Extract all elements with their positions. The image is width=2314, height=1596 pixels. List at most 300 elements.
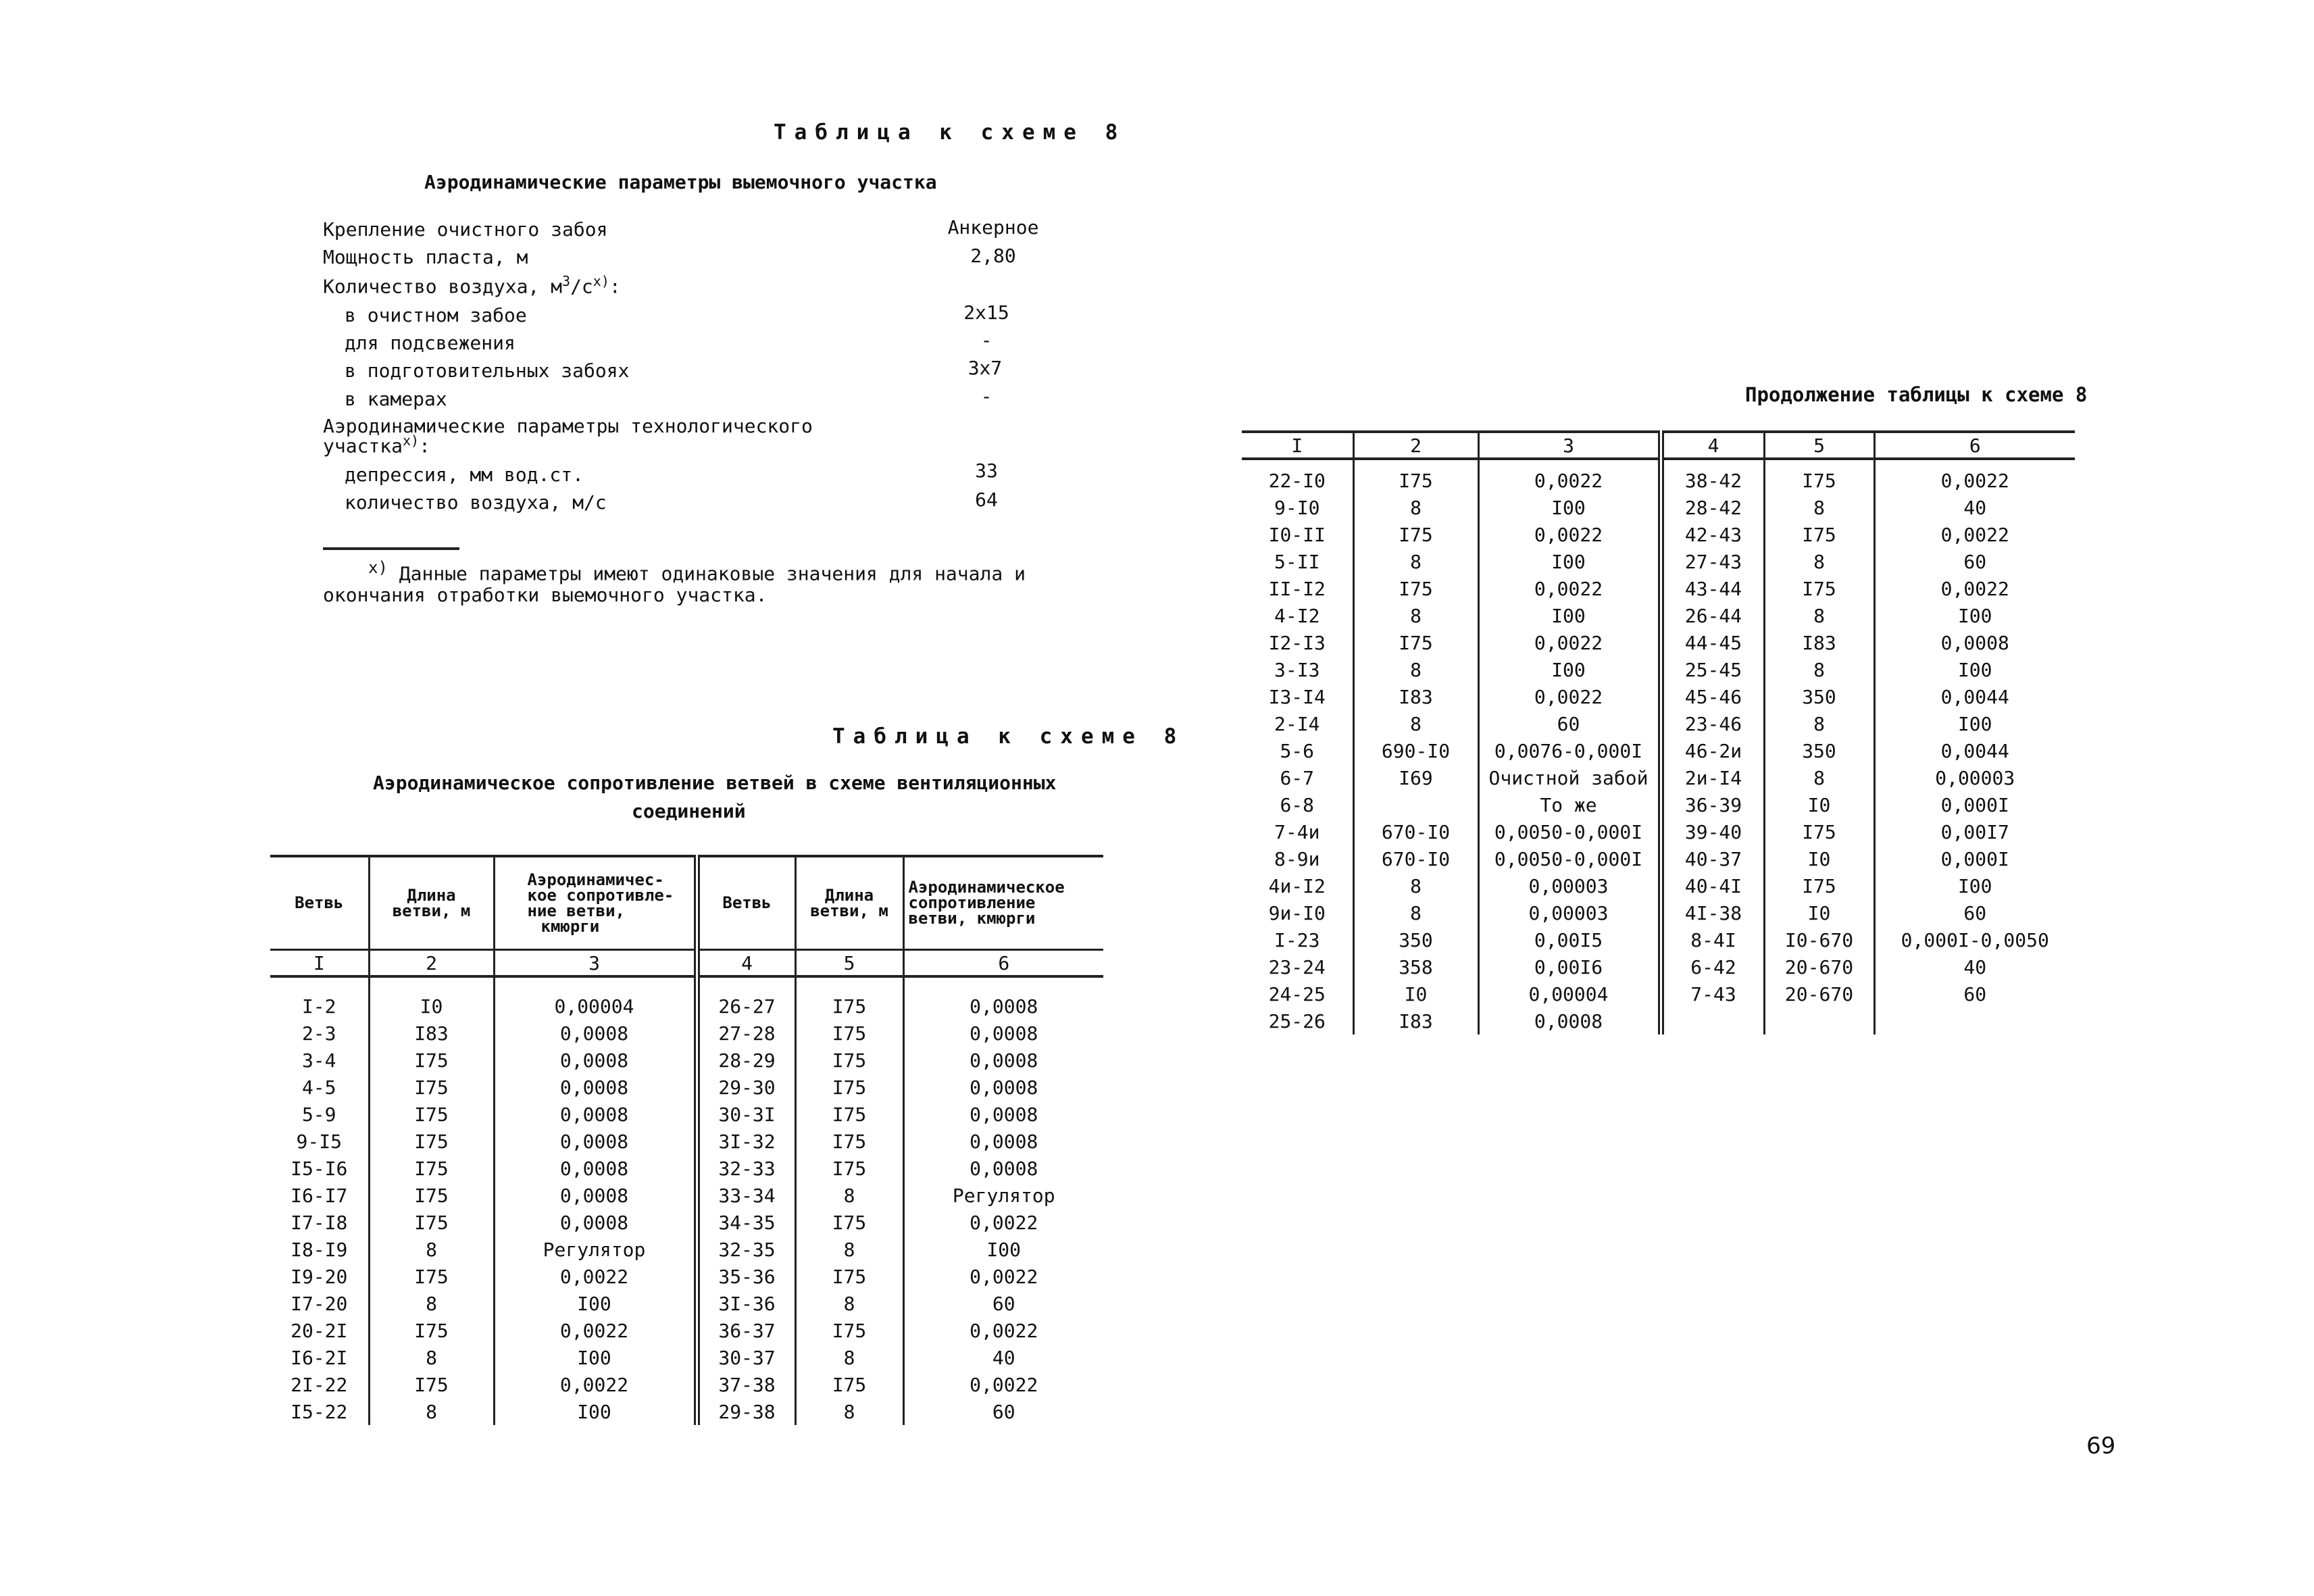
table-cell: 8: [1353, 656, 1478, 683]
table-cell: 8: [369, 1290, 494, 1317]
table-cell: 40: [992, 1346, 1015, 1369]
table-cell: I75: [795, 1047, 903, 1074]
table-cell: 2-3: [270, 1020, 369, 1047]
page-number: 69: [2086, 1432, 2116, 1460]
table-cell: I83: [1764, 629, 1874, 656]
table-cell: 8: [1353, 899, 1478, 926]
table-row: [1242, 899, 2075, 926]
table-cell: 30-3I: [697, 1101, 795, 1128]
header-length-2: Длина ветви, м: [795, 856, 903, 950]
table-cell: I75: [795, 1371, 903, 1398]
param-value: 64: [975, 489, 998, 511]
table-cell: 0,000I-0,0050: [1901, 928, 2049, 951]
table-cell: 0,0008: [970, 1022, 1038, 1045]
table-cell: 8: [369, 1398, 494, 1425]
table-cell: 60: [1478, 710, 1661, 737]
header-resistance: Аэродинамичес- кое сопротивле- ние ветви, кмюрги: [494, 856, 697, 950]
table-cell: 42-43: [1661, 521, 1764, 548]
col-number: 2: [369, 950, 494, 977]
table-row: [1242, 710, 2075, 737]
table-cell: 38-42: [1661, 459, 1764, 494]
table-cell: 0,0022: [494, 1371, 697, 1398]
table-cell: Очистной забой: [1478, 764, 1661, 791]
table-cell: 8: [369, 1344, 494, 1371]
col-number: I: [270, 950, 369, 977]
table-cell: 36-37: [697, 1317, 795, 1344]
table-cell: 0,0022: [494, 1317, 697, 1344]
table-row: [1242, 521, 2075, 548]
table3-title: Продолжение таблицы к схеме 8: [1745, 383, 2088, 406]
table-cell: Регулятор: [494, 1236, 697, 1263]
table-cell: 4-I2: [1242, 602, 1353, 629]
table-cell: 0,0076-0,000I: [1478, 737, 1661, 764]
table-cell: 40: [1963, 955, 1987, 978]
table-cell: 0,0008: [494, 1128, 697, 1155]
table-cell: 0,0008: [494, 1101, 697, 1128]
column-number-row: [270, 950, 1103, 977]
table-cell: 0,0008: [970, 1130, 1038, 1153]
table-cell: I3-I4: [1242, 683, 1353, 710]
table-cell: I75: [369, 1182, 494, 1209]
table-cell: 40: [1963, 496, 1987, 519]
table-cell: I75: [1353, 521, 1478, 548]
table-cell: [1661, 1007, 1764, 1034]
table-cell: I00: [1478, 656, 1661, 683]
table-cell: I00: [494, 1398, 697, 1425]
table-cell: 0,000I: [1940, 793, 2009, 816]
table-cell: 43-44: [1661, 575, 1764, 602]
table-cell: 0,00004: [494, 976, 697, 1020]
table-cell: I00: [494, 1344, 697, 1371]
table-cell: I75: [369, 1047, 494, 1074]
table-cell: 25-26: [1242, 1007, 1353, 1034]
param-label: в подготовительных забоях: [345, 359, 630, 382]
table-cell: 0,0022: [1940, 469, 2009, 492]
table-cell: I7-20: [270, 1290, 369, 1317]
table-cell: 670-I0: [1353, 845, 1478, 872]
table-cell: I75: [1764, 459, 1874, 494]
param-label: для подсвежения: [345, 332, 515, 354]
table1-subtitle: Аэродинамические параметры выемочного участка: [424, 171, 937, 193]
table-cell: 0,0008: [494, 1155, 697, 1182]
table-cell: 4-5: [270, 1074, 369, 1101]
table-cell: I75: [795, 1263, 903, 1290]
table-cell: I00: [1957, 712, 1992, 735]
table-cell: I0: [1353, 980, 1478, 1007]
param-value: 2х15: [963, 301, 1009, 324]
table2-body: [270, 976, 1103, 1425]
table-cell: 24-25: [1242, 980, 1353, 1007]
param-label: Крепление очистного забоя: [323, 218, 608, 241]
table-cell: 0,00003: [1478, 872, 1661, 899]
table-cell: I5-I6: [270, 1155, 369, 1182]
table-cell: I75: [369, 1317, 494, 1344]
table-cell: 350: [1353, 926, 1478, 953]
footnote-rule: [323, 547, 459, 550]
table-cell: 8: [1764, 494, 1874, 521]
table-cell: 37-38: [697, 1371, 795, 1398]
table-cell: 34-35: [697, 1209, 795, 1236]
table-row: [270, 1398, 1103, 1425]
table-cell: 8: [795, 1236, 903, 1263]
table-cell: 29-38: [697, 1398, 795, 1425]
param-value: 3х7: [967, 357, 1003, 379]
table-cell: 350: [1764, 683, 1874, 710]
table-cell: I75: [795, 1101, 903, 1128]
table-row: [1242, 953, 2075, 980]
table-cell: 35-36: [697, 1263, 795, 1290]
table-cell: 0,00I6: [1478, 953, 1661, 980]
table-cell: 0,0022: [970, 1265, 1038, 1288]
table-cell: I-23: [1242, 926, 1353, 953]
param-label: в очистном забое: [345, 304, 527, 326]
table-cell: I75: [369, 1155, 494, 1182]
table-cell: 8: [1353, 710, 1478, 737]
footnote-line1: $^{х)}$ Данные параметры имеют одинаковые значения для начала и: [368, 558, 1026, 585]
table-cell: 350: [1764, 737, 1874, 764]
table-cell: То же: [1478, 791, 1661, 818]
table-cell: 30-37: [697, 1344, 795, 1371]
table-row: [270, 1020, 1103, 1047]
continuation-table: [1242, 430, 2075, 1034]
table-row: [1242, 872, 2075, 899]
table-cell: 0,0022: [1478, 575, 1661, 602]
table-cell: 0,0008: [1940, 631, 2009, 654]
col-number: I: [1242, 432, 1353, 459]
table-cell: Регулятор: [952, 1184, 1055, 1207]
col-number: 5: [795, 950, 903, 977]
table-cell: 3I-36: [697, 1290, 795, 1317]
table-row: [1242, 791, 2075, 818]
col-number: 6: [903, 950, 1103, 977]
table-cell: 0,0008: [970, 1157, 1038, 1180]
table-cell: 0,0008: [1478, 1007, 1661, 1034]
table-cell: I75: [795, 976, 903, 1020]
table-cell: 8: [795, 1290, 903, 1317]
table-cell: I8-I9: [270, 1236, 369, 1263]
table-cell: 8: [795, 1344, 903, 1371]
table-row: [270, 1074, 1103, 1101]
table-cell: 0,000I: [1940, 847, 2009, 870]
table-cell: 3-4: [270, 1047, 369, 1074]
table-cell: 0,0022: [970, 1373, 1038, 1396]
table-cell: I6-I7: [270, 1182, 369, 1209]
table-cell: I2-I3: [1242, 629, 1353, 656]
table-cell: [1353, 791, 1478, 818]
table-cell: I0: [1764, 899, 1874, 926]
table-row: [270, 1236, 1103, 1263]
table-cell: 0,0022: [1940, 577, 2009, 600]
table-row: [270, 1263, 1103, 1290]
table-cell: I75: [1353, 459, 1478, 494]
table-cell: 0,0008: [494, 1182, 697, 1209]
table-cell: I75: [795, 1209, 903, 1236]
param-value: -: [980, 385, 992, 407]
table-cell: 3I-32: [697, 1128, 795, 1155]
table1-title: Таблица к схеме 8: [774, 120, 1126, 145]
param-label: депрессия, мм вод.ст.: [345, 464, 584, 486]
table-cell: 5-6: [1242, 737, 1353, 764]
table-row: [1242, 1007, 2075, 1034]
table-row: [270, 1290, 1103, 1317]
table-cell: 8: [1353, 548, 1478, 575]
table-cell: 670-I0: [1353, 818, 1478, 845]
table-cell: 45-46: [1661, 683, 1764, 710]
table-cell: I83: [369, 1020, 494, 1047]
table3-body: [1242, 459, 2075, 1034]
table-cell: I00: [986, 1238, 1022, 1261]
table-cell: 28-42: [1661, 494, 1764, 521]
param-value: 33: [975, 459, 998, 482]
table-cell: 36-39: [1661, 791, 1764, 818]
table-cell: 9-I5: [270, 1128, 369, 1155]
table-cell: 6-42: [1661, 953, 1764, 980]
table-row: [1242, 845, 2075, 872]
table-row: [1242, 764, 2075, 791]
table-cell: I00: [1478, 602, 1661, 629]
header-branch: Ветвь: [270, 856, 369, 950]
table-cell: 27-28: [697, 1020, 795, 1047]
table-header-row: [270, 856, 1103, 950]
table-cell: 8: [1353, 494, 1478, 521]
table-cell: 0,0022: [1940, 523, 2009, 546]
table-cell: I6-2I: [270, 1344, 369, 1371]
table-cell: 8: [1764, 656, 1874, 683]
table2-subtitle-line2: соединений: [632, 800, 746, 822]
table-cell: I0-II: [1242, 521, 1353, 548]
table-cell: 0,0008: [494, 1074, 697, 1101]
footnote-line2: окончания отработки выемочного участка.: [323, 584, 768, 606]
table2-subtitle-line1: Аэродинамическое сопротивление ветвей в схеме вентиляционных: [373, 772, 1057, 794]
col-number: 5: [1764, 432, 1874, 459]
table-cell: I75: [369, 1101, 494, 1128]
table-cell: 44-45: [1661, 629, 1764, 656]
table-cell: I00: [494, 1290, 697, 1317]
param-label: в камерах: [345, 388, 447, 410]
table-cell: I75: [795, 1020, 903, 1047]
table-cell: 40-4I: [1661, 872, 1764, 899]
table-cell: 0,0008: [970, 1103, 1038, 1126]
header-branch-2: Ветвь: [697, 856, 795, 950]
table-cell: 0,00I5: [1478, 926, 1661, 953]
col-number: 3: [1478, 432, 1661, 459]
table-cell: 60: [992, 1292, 1015, 1315]
table-cell: I75: [795, 1155, 903, 1182]
column-number-row: [1242, 432, 2075, 459]
table-cell: 5-II: [1242, 548, 1353, 575]
table-cell: I-2: [270, 976, 369, 1020]
table-cell: 28-29: [697, 1047, 795, 1074]
table-cell: 0,0008: [494, 1020, 697, 1047]
header-resistance-2: Аэродинамическое сопротивление ветви, кмюрги: [903, 856, 1103, 950]
table-row: [1242, 926, 2075, 953]
table-row: [1242, 459, 2075, 494]
table-cell: 23-24: [1242, 953, 1353, 980]
param-value: 2,80: [970, 245, 1016, 267]
col-number: 2: [1353, 432, 1478, 459]
table-cell: I0: [1764, 845, 1874, 872]
table-cell: 2и-I4: [1661, 764, 1764, 791]
table-row: [270, 1182, 1103, 1209]
table-cell: I75: [1764, 521, 1874, 548]
table-cell: I75: [369, 1209, 494, 1236]
table-cell: I0: [1764, 791, 1874, 818]
table-cell: I75: [795, 1074, 903, 1101]
branch-resistance-table: [270, 855, 1103, 1425]
table-cell: 60: [992, 1400, 1015, 1423]
table-cell: I9-20: [270, 1263, 369, 1290]
table-cell: 8-4I: [1661, 926, 1764, 953]
table-cell: 29-30: [697, 1074, 795, 1101]
table-cell: I83: [1353, 1007, 1478, 1034]
table-cell: 7-4и: [1242, 818, 1353, 845]
table-cell: 20-670: [1764, 980, 1874, 1007]
table-row: [270, 1209, 1103, 1236]
table-row: [1242, 575, 2075, 602]
col-number: 6: [1874, 432, 2075, 459]
table-cell: 0,00004: [1478, 980, 1661, 1007]
table-row: [270, 1047, 1103, 1074]
table-cell: 0,0022: [1478, 459, 1661, 494]
table-cell: 0,0022: [494, 1263, 697, 1290]
table-cell: I75: [369, 1074, 494, 1101]
table-cell: 0,0050-0,000I: [1478, 818, 1661, 845]
table-cell: 0,00I7: [1940, 820, 2009, 843]
table-cell: 5-9: [270, 1101, 369, 1128]
table-cell: 0,0008: [970, 995, 1038, 1018]
table-cell: 7-43: [1661, 980, 1764, 1007]
param-label-site: участка$^{х)}$:: [323, 432, 430, 457]
table-cell: 8: [795, 1182, 903, 1209]
table-cell: I0: [369, 976, 494, 1020]
table-cell: 4и-I2: [1242, 872, 1353, 899]
table-cell: 9-I0: [1242, 494, 1353, 521]
table-cell: 2I-22: [270, 1371, 369, 1398]
table2-title: Таблица к схеме 8: [832, 724, 1185, 749]
table-cell: 20-670: [1764, 953, 1874, 980]
table-cell: 8: [369, 1236, 494, 1263]
table-cell: I75: [795, 1128, 903, 1155]
table-cell: 27-43: [1661, 548, 1764, 575]
header-length: Длина ветви, м: [369, 856, 494, 950]
table-cell: I75: [369, 1263, 494, 1290]
table-cell: 8: [1764, 548, 1874, 575]
table-cell: 6-8: [1242, 791, 1353, 818]
table-cell: 60: [1963, 982, 1987, 1005]
table-cell: I7-I8: [270, 1209, 369, 1236]
table-cell: 32-35: [697, 1236, 795, 1263]
table-row: [270, 1317, 1103, 1344]
table-cell: [1874, 1007, 2075, 1034]
table-cell: 26-44: [1661, 602, 1764, 629]
table-cell: 4I-38: [1661, 899, 1764, 926]
table-cell: 0,0044: [1940, 739, 2009, 762]
table-cell: I75: [795, 1317, 903, 1344]
table-cell: 22-I0: [1242, 459, 1353, 494]
table-row: [270, 1344, 1103, 1371]
table-cell: 0,0022: [1478, 521, 1661, 548]
table-cell: 9и-I0: [1242, 899, 1353, 926]
table-cell: 26-27: [697, 976, 795, 1020]
table-cell: I75: [1764, 872, 1874, 899]
table-row: [1242, 818, 2075, 845]
table-cell: 358: [1353, 953, 1478, 980]
table-row: [1242, 656, 2075, 683]
table-cell: 25-45: [1661, 656, 1764, 683]
param-label-air-quantity: Количество воздуха, $м^3/с^{х)}$:: [323, 273, 621, 298]
table-cell: 8: [1353, 602, 1478, 629]
param-label: количество воздуха, м/с: [345, 491, 607, 514]
table-cell: 8: [795, 1398, 903, 1425]
table-cell: 60: [1963, 901, 1987, 924]
col-number: 3: [494, 950, 697, 977]
table-row: [1242, 602, 2075, 629]
table-cell: II-I2: [1242, 575, 1353, 602]
table-cell: 0,0044: [1940, 685, 2009, 708]
table-cell: 8: [1764, 602, 1874, 629]
table-cell: 0,0008: [970, 1076, 1038, 1099]
table-cell: 46-2и: [1661, 737, 1764, 764]
table-row: [1242, 494, 2075, 521]
table-cell: 39-40: [1661, 818, 1764, 845]
param-value: Анкерное: [947, 216, 1039, 239]
table-row: [1242, 629, 2075, 656]
table-row: [270, 1371, 1103, 1398]
table-cell: I75: [1764, 575, 1874, 602]
table-cell: 20-2I: [270, 1317, 369, 1344]
table-cell: 0,0022: [970, 1319, 1038, 1342]
table-cell: I00: [1957, 874, 1992, 897]
table-cell: 60: [1963, 550, 1987, 573]
table-row: [1242, 980, 2075, 1007]
table-cell: 6-7: [1242, 764, 1353, 791]
table-cell: 0,00003: [1935, 766, 2015, 789]
table-cell: I75: [369, 1128, 494, 1155]
table-cell: 8: [1764, 710, 1874, 737]
table-cell: I69: [1353, 764, 1478, 791]
table-cell: 0,0008: [970, 1049, 1038, 1072]
table-cell: [1764, 1007, 1874, 1034]
table-cell: 8: [1764, 764, 1874, 791]
table-cell: 0,0008: [494, 1047, 697, 1074]
table-cell: 0,0008: [494, 1209, 697, 1236]
table-cell: 23-46: [1661, 710, 1764, 737]
table-cell: I75: [1353, 575, 1478, 602]
table-cell: 33-34: [697, 1182, 795, 1209]
table-cell: I75: [1353, 629, 1478, 656]
param-value: -: [980, 329, 992, 351]
table-cell: I00: [1957, 658, 1992, 681]
param-label: Аэродинамические параметры технологического: [323, 415, 813, 437]
table-cell: 0,0050-0,000I: [1478, 845, 1661, 872]
table-cell: I83: [1353, 683, 1478, 710]
table-cell: 0,0022: [970, 1211, 1038, 1234]
table-row: [1242, 548, 2075, 575]
col-number: 4: [1661, 432, 1764, 459]
table-cell: 32-33: [697, 1155, 795, 1182]
table-cell: 0,0022: [1478, 683, 1661, 710]
table-cell: 690-I0: [1353, 737, 1478, 764]
table-cell: 0,00003: [1478, 899, 1661, 926]
table-cell: I00: [1957, 604, 1992, 627]
col-number: 4: [697, 950, 795, 977]
table-cell: 8: [1353, 872, 1478, 899]
table-row: [1242, 683, 2075, 710]
table-cell: I0-670: [1764, 926, 1874, 953]
table-cell: 2-I4: [1242, 710, 1353, 737]
table-cell: I75: [1764, 818, 1874, 845]
table-cell: I75: [369, 1371, 494, 1398]
